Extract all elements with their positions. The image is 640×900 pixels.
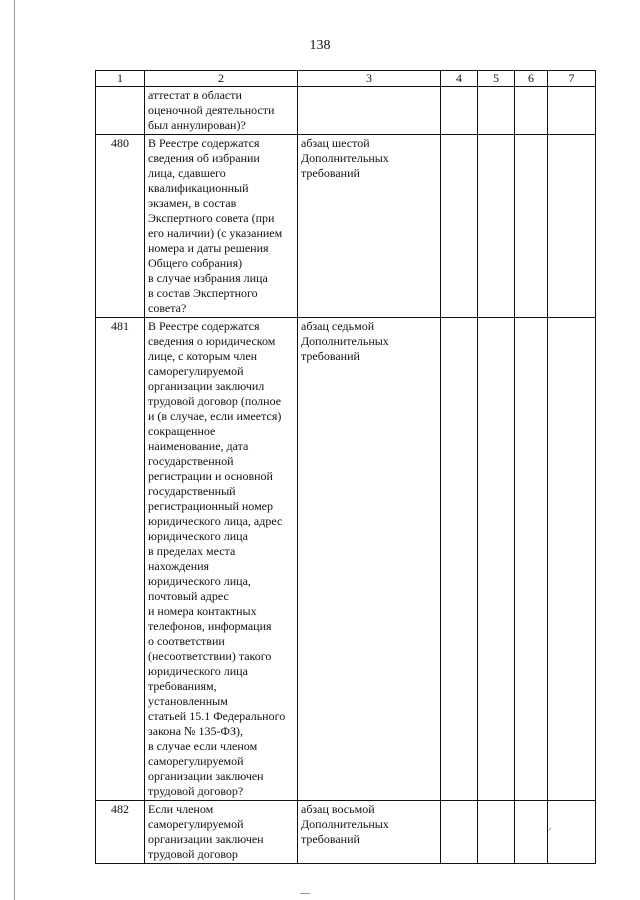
question-line: установленным [148,694,228,708]
question-line: саморегулируемой [148,364,244,378]
question-line: оценочной деятельности [148,103,275,117]
question-line: сведения об избрании [148,151,260,165]
question-line: совета? [148,301,187,315]
question-cell [145,135,298,318]
reference-line: требований [301,832,360,846]
table-header-row [96,71,596,87]
question-line: В Реестре содержатся [148,136,260,150]
requirements-table [95,70,596,864]
question-line: Общего собрания) [148,256,243,270]
question-line: юридического лица [148,664,248,678]
empty-cell-col-5 [478,135,515,318]
question-line: в случае если членом [148,739,258,753]
question-line: юридического лица, [148,574,251,588]
table-row [96,801,596,864]
question-line: юридического лица, адрес [148,514,283,528]
empty-cell-col-4 [441,87,478,135]
question-line: был аннулирован)? [148,118,246,132]
question-line: телефонов, информация [148,619,272,633]
page-number: 138 [309,38,331,53]
question-cell [145,87,298,135]
question-line: его наличии) (с указанием [148,226,283,240]
question-line: наименование, дата [148,439,249,453]
row-number: 482 [96,801,145,864]
scan-edge-line [14,0,15,900]
question-line: лице, с которым член [148,349,258,363]
row-number: 481 [96,318,145,801]
empty-cell-col-4 [441,318,478,801]
reference-line: требований [301,349,360,363]
scan-artifact-mark: ᐟ [548,826,552,836]
question-cell [145,801,298,864]
reference-line: абзац седьмой [301,319,375,333]
question-line: закона № 135-ФЗ), [148,724,243,738]
column-header: 3 [298,71,441,87]
empty-cell-col-7 [548,318,596,801]
table-row [96,135,596,318]
column-header: 5 [478,71,515,87]
reference-cell [298,801,441,864]
question-line: сведения о юридическом [148,334,276,348]
column-header: 7 [548,71,596,87]
row-number [96,87,145,135]
empty-cell-col-7 [548,135,596,318]
question-line: требованиям, [148,679,217,693]
question-line: в пределах места [148,544,236,558]
question-line: организации заключил [148,379,265,393]
question-line: организации заключен [148,769,264,783]
question-cell [145,318,298,801]
question-line: регистрации и основной [148,469,273,483]
empty-cell-col-6 [515,801,548,864]
question-line: Если членом [148,802,214,816]
question-line: в случае избрания лица [148,271,268,285]
column-header: 2 [145,71,298,87]
question-line: трудовой договор? [148,784,244,798]
empty-cell-col-6 [515,87,548,135]
question-line: государственной [148,454,234,468]
column-header: 4 [441,71,478,87]
empty-cell-col-5 [478,318,515,801]
reference-cell [298,318,441,801]
question-line: (несоответствии) такого [148,649,272,663]
reference-line: абзац шестой [301,136,370,150]
question-line: регистрационный номер [148,499,273,513]
question-line: в состав Экспертного [148,286,258,300]
question-line: В Реестре содержатся [148,319,260,333]
table-row [96,318,596,801]
reference-cell [298,87,441,135]
empty-cell-col-6 [515,135,548,318]
question-line: о соответствии [148,634,225,648]
empty-cell-col-5 [478,87,515,135]
question-line: статьей 15.1 Федерального [148,709,286,723]
reference-line: требований [301,166,360,180]
reference-line: Дополнительных [301,334,389,348]
question-line: трудовой договор [148,847,238,861]
question-line: экзамен, в состав [148,196,237,210]
question-line: организации заключен [148,832,264,846]
empty-cell-col-7 [548,801,596,864]
question-line: Экспертного совета (при [148,211,275,225]
question-line: почтовый адрес [148,589,229,603]
question-line: саморегулируемой [148,817,244,831]
row-number: 480 [96,135,145,318]
question-line: квалификационный [148,181,249,195]
question-line: аттестат в области [148,88,242,102]
question-line: и номера контактных [148,604,257,618]
column-header: 6 [515,71,548,87]
question-line: и (в случае, если имеется) [148,409,282,423]
question-line: нахождения [148,559,210,573]
empty-cell-col-6 [515,318,548,801]
reference-line: Дополнительных [301,151,389,165]
question-line: государственный [148,484,236,498]
reference-line: абзац восьмой [301,802,375,816]
question-line: лица, сдавшего [148,166,226,180]
reference-cell [298,135,441,318]
column-header: 1 [96,71,145,87]
question-line: сокращенное [148,424,216,438]
empty-cell-col-5 [478,801,515,864]
question-line: трудовой договор (полное [148,394,282,408]
scan-artifact-dash [300,893,310,894]
question-line: юридического лица [148,529,248,543]
reference-line: Дополнительных [301,817,389,831]
question-line: саморегулируемой [148,754,244,768]
question-line: номера и даты решения [148,241,269,255]
empty-cell-col-4 [441,801,478,864]
empty-cell-col-4 [441,135,478,318]
table-row [96,87,596,135]
empty-cell-col-7 [548,87,596,135]
